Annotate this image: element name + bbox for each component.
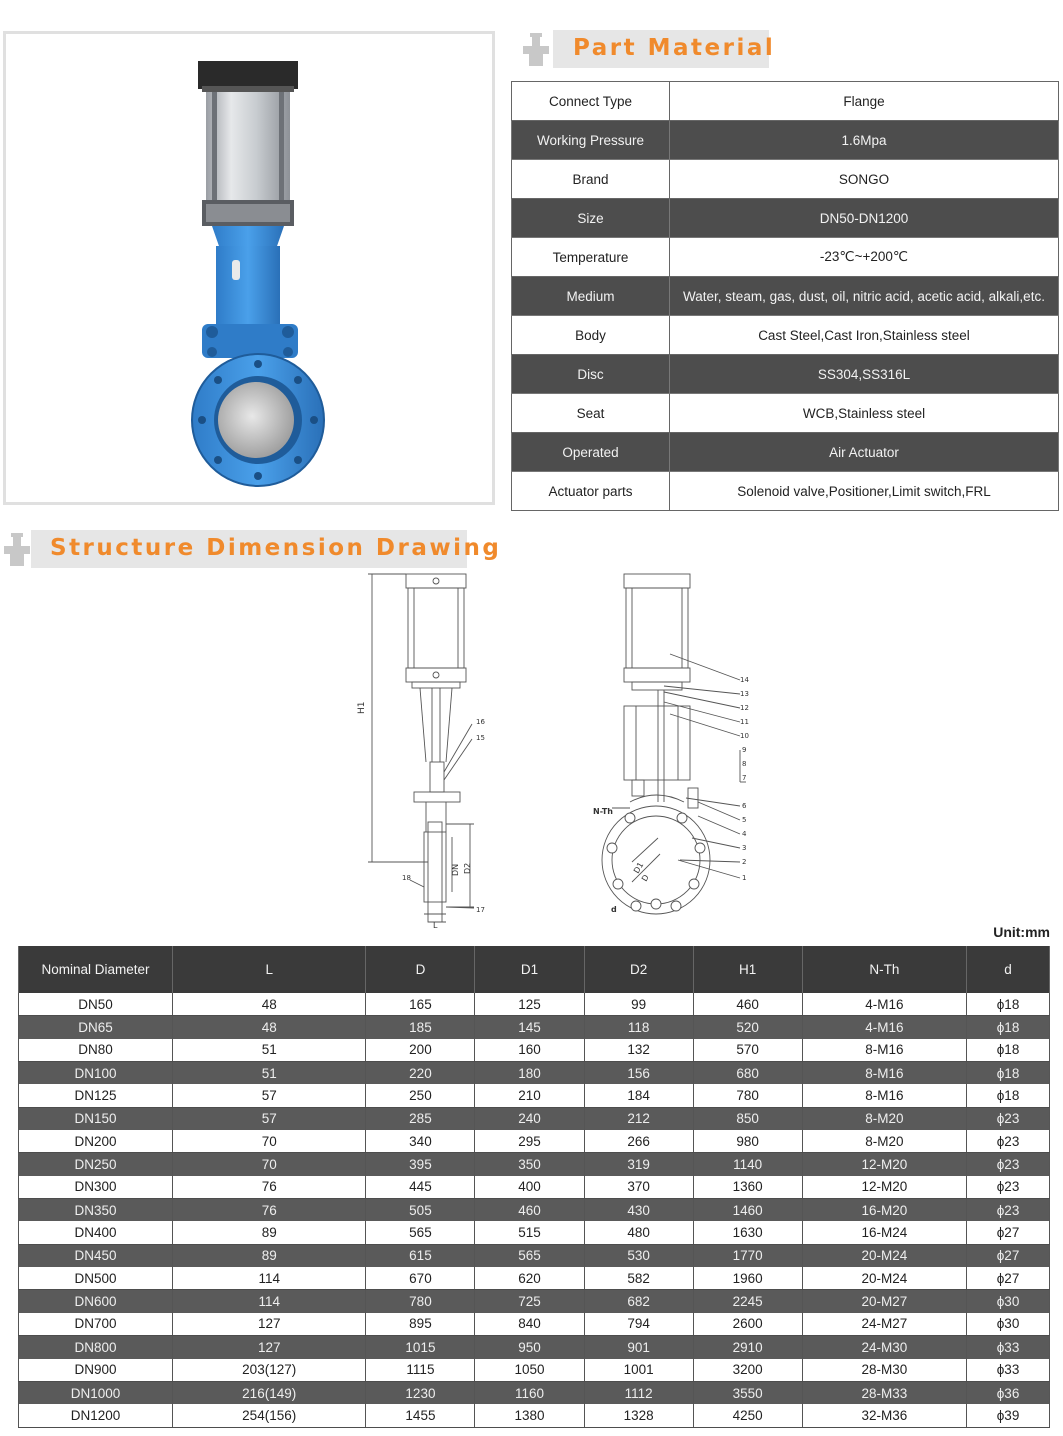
table-cell: 8-M20: [802, 1107, 966, 1130]
table-cell: 840: [475, 1313, 584, 1336]
table-cell: 1001: [584, 1359, 693, 1382]
table-cell: 89: [173, 1221, 366, 1244]
table-cell: 12-M20: [802, 1153, 966, 1176]
table-cell: 1050: [475, 1359, 584, 1382]
table-row: [19, 1016, 1050, 1039]
table-cell: 565: [475, 1244, 584, 1267]
table-cell: DN80: [19, 1039, 173, 1062]
table-row: [19, 1084, 1050, 1107]
table-row: [19, 993, 1050, 1016]
table-cell: 725: [475, 1290, 584, 1313]
table-row: [19, 1107, 1050, 1130]
spec-label: Disc: [512, 355, 670, 394]
spec-value: 1.6Mpa: [670, 121, 1059, 160]
spec-label: Medium: [512, 277, 670, 316]
table-cell: ϕ33: [967, 1359, 1050, 1382]
table-cell: DN150: [19, 1107, 173, 1130]
table-cell: 20-M24: [802, 1267, 966, 1290]
table-cell: ϕ30: [967, 1313, 1050, 1336]
spec-value: DN50-DN1200: [670, 199, 1059, 238]
table-row: [19, 1359, 1050, 1382]
table-cell: ϕ36: [967, 1381, 1050, 1404]
table-cell: 1140: [693, 1153, 802, 1176]
part-11-label: 11: [740, 718, 749, 726]
table-cell: 185: [366, 1016, 475, 1039]
table-cell: DN50: [19, 993, 173, 1016]
table-cell: 1230: [366, 1381, 475, 1404]
table-row: [19, 1404, 1050, 1427]
table-cell: DN800: [19, 1336, 173, 1359]
table-cell: 1112: [584, 1381, 693, 1404]
table-cell: 24-M30: [802, 1336, 966, 1359]
table-cell: 20-M24: [802, 1244, 966, 1267]
spec-label: Temperature: [512, 238, 670, 277]
table-cell: 118: [584, 1016, 693, 1039]
table-row: [19, 1313, 1050, 1336]
table-cell: 184: [584, 1084, 693, 1107]
spec-value: Flange: [670, 82, 1059, 121]
d2-label: D2: [463, 862, 472, 874]
spec-row: [512, 238, 1059, 277]
table-cell: 1328: [584, 1404, 693, 1427]
table-cell: DN65: [19, 1016, 173, 1039]
spec-label: Seat: [512, 394, 670, 433]
table-cell: ϕ23: [967, 1153, 1050, 1176]
table-cell: 3550: [693, 1381, 802, 1404]
table-cell: 32-M36: [802, 1404, 966, 1427]
h1-label: H1: [357, 701, 367, 714]
spec-row: [512, 433, 1059, 472]
spec-row: [512, 82, 1059, 121]
table-row: [19, 1244, 1050, 1267]
table-row: [19, 1176, 1050, 1199]
spec-label: Operated: [512, 433, 670, 472]
table-row: [19, 1130, 1050, 1153]
spec-row: [512, 472, 1059, 511]
table-cell: 295: [475, 1130, 584, 1153]
table-cell: 1360: [693, 1176, 802, 1199]
table-cell: 505: [366, 1199, 475, 1222]
part-17-label: 17: [476, 906, 485, 914]
table-cell: 3200: [693, 1359, 802, 1382]
column-header: D2: [584, 946, 693, 993]
table-cell: DN350: [19, 1199, 173, 1222]
spec-row: [512, 121, 1059, 160]
table-cell: 57: [173, 1107, 366, 1130]
table-cell: 16-M20: [802, 1199, 966, 1222]
table-row: [19, 1062, 1050, 1085]
table-cell: DN100: [19, 1062, 173, 1085]
table-cell: 350: [475, 1153, 584, 1176]
table-cell: 565: [366, 1221, 475, 1244]
table-cell: ϕ27: [967, 1221, 1050, 1244]
column-header: N-Th: [802, 946, 966, 993]
table-cell: 70: [173, 1130, 366, 1153]
table-row: [19, 1336, 1050, 1359]
table-cell: 1380: [475, 1404, 584, 1427]
table-cell: DN300: [19, 1176, 173, 1199]
table-cell: DN700: [19, 1313, 173, 1336]
table-cell: 901: [584, 1336, 693, 1359]
table-cell: DN450: [19, 1244, 173, 1267]
table-cell: 1770: [693, 1244, 802, 1267]
spec-row: [512, 355, 1059, 394]
table-cell: 20-M27: [802, 1290, 966, 1313]
column-header: d: [967, 946, 1050, 993]
table-cell: 1960: [693, 1267, 802, 1290]
spec-label: Brand: [512, 160, 670, 199]
table-cell: 4-M16: [802, 993, 966, 1016]
table-cell: 127: [173, 1336, 366, 1359]
table-cell: ϕ30: [967, 1290, 1050, 1313]
table-cell: 950: [475, 1336, 584, 1359]
part-10-label: 10: [740, 732, 749, 740]
part-7-label: 7: [742, 774, 747, 782]
table-cell: ϕ18: [967, 1016, 1050, 1039]
column-header: Nominal Diameter: [19, 946, 173, 993]
table-cell: ϕ18: [967, 1062, 1050, 1085]
table-cell: 216(149): [173, 1381, 366, 1404]
table-row: [19, 1221, 1050, 1244]
table-cell: 370: [584, 1176, 693, 1199]
part-4-label: 4: [742, 830, 747, 838]
table-cell: 156: [584, 1062, 693, 1085]
table-cell: ϕ23: [967, 1130, 1050, 1153]
table-cell: ϕ18: [967, 1039, 1050, 1062]
table-cell: 250: [366, 1084, 475, 1107]
table-cell: 254(156): [173, 1404, 366, 1427]
column-header: H1: [693, 946, 802, 993]
spec-value: -23℃~+200℃: [670, 238, 1059, 277]
table-cell: 203(127): [173, 1359, 366, 1382]
table-cell: 582: [584, 1267, 693, 1290]
table-row: [19, 1153, 1050, 1176]
table-cell: 895: [366, 1313, 475, 1336]
part-1-label: 1: [742, 874, 747, 882]
table-cell: 520: [693, 1016, 802, 1039]
table-cell: 212: [584, 1107, 693, 1130]
table-cell: 780: [366, 1290, 475, 1313]
table-cell: 145: [475, 1016, 584, 1039]
part-13-label: 13: [740, 690, 749, 698]
table-cell: ϕ33: [967, 1336, 1050, 1359]
table-cell: 180: [475, 1062, 584, 1085]
table-cell: 28-M30: [802, 1359, 966, 1382]
table-cell: ϕ23: [967, 1176, 1050, 1199]
table-cell: ϕ18: [967, 993, 1050, 1016]
column-header: D: [366, 946, 475, 993]
part-material-table: [511, 81, 1059, 511]
small-d-label: d: [611, 905, 617, 914]
spec-value: SONGO: [670, 160, 1059, 199]
spec-label: Size: [512, 199, 670, 238]
spec-value: WCB,Stainless steel: [670, 394, 1059, 433]
part-6-label: 6: [742, 802, 747, 810]
table-cell: DN125: [19, 1084, 173, 1107]
table-cell: ϕ27: [967, 1267, 1050, 1290]
table-cell: 460: [693, 993, 802, 1016]
spec-row: [512, 394, 1059, 433]
table-cell: 89: [173, 1244, 366, 1267]
table-cell: 615: [366, 1244, 475, 1267]
table-cell: 28-M33: [802, 1381, 966, 1404]
spec-row: [512, 277, 1059, 316]
table-cell: 1455: [366, 1404, 475, 1427]
table-cell: 24-M27: [802, 1313, 966, 1336]
table-cell: 8-M20: [802, 1130, 966, 1153]
table-cell: 76: [173, 1199, 366, 1222]
table-cell: 51: [173, 1039, 366, 1062]
table-cell: DN500: [19, 1267, 173, 1290]
table-cell: 850: [693, 1107, 802, 1130]
valve-icon: [521, 32, 551, 68]
table-cell: 12-M20: [802, 1176, 966, 1199]
table-cell: 16-M24: [802, 1221, 966, 1244]
table-cell: 400: [475, 1176, 584, 1199]
table-cell: 319: [584, 1153, 693, 1176]
table-cell: DN250: [19, 1153, 173, 1176]
table-cell: DN1200: [19, 1404, 173, 1427]
column-header: L: [173, 946, 366, 993]
part-16-label: 16: [476, 718, 485, 726]
table-cell: 670: [366, 1267, 475, 1290]
table-cell: 165: [366, 993, 475, 1016]
table-cell: ϕ18: [967, 1084, 1050, 1107]
spec-row: [512, 199, 1059, 238]
table-cell: 114: [173, 1267, 366, 1290]
table-cell: 70: [173, 1153, 366, 1176]
table-cell: 570: [693, 1039, 802, 1062]
nth-label: N-Th: [593, 807, 613, 816]
table-cell: 2245: [693, 1290, 802, 1313]
spec-label: Actuator parts: [512, 472, 670, 511]
table-cell: ϕ39: [967, 1404, 1050, 1427]
table-cell: 285: [366, 1107, 475, 1130]
part-2-label: 2: [742, 858, 747, 866]
table-cell: 2910: [693, 1336, 802, 1359]
part-material-header: [521, 30, 776, 68]
table-cell: DN1000: [19, 1381, 173, 1404]
spec-label: Body: [512, 316, 670, 355]
table-cell: 220: [366, 1062, 475, 1085]
table-cell: 48: [173, 1016, 366, 1039]
table-cell: 1460: [693, 1199, 802, 1222]
table-cell: 530: [584, 1244, 693, 1267]
table-cell: 780: [693, 1084, 802, 1107]
table-cell: 4250: [693, 1404, 802, 1427]
product-photo: [3, 31, 495, 505]
l-label: L: [433, 921, 438, 930]
table-row: [19, 1039, 1050, 1062]
table-cell: 1115: [366, 1359, 475, 1382]
table-cell: 4-M16: [802, 1016, 966, 1039]
spec-value: Water, steam, gas, dust, oil, nitric acid, acetic acid, alkali,etc.: [670, 277, 1059, 316]
table-cell: 266: [584, 1130, 693, 1153]
table-cell: 794: [584, 1313, 693, 1336]
table-cell: 125: [475, 993, 584, 1016]
unit-label: Unit:mm: [993, 924, 1050, 940]
part-15-label: 15: [476, 734, 485, 742]
table-cell: 460: [475, 1199, 584, 1222]
table-cell: 48: [173, 993, 366, 1016]
spec-value: Solenoid valve,Positioner,Limit switch,FRL: [670, 472, 1059, 511]
part-18-label: 18: [402, 874, 411, 882]
spec-value: Air Actuator: [670, 433, 1059, 472]
table-row: [19, 1381, 1050, 1404]
table-cell: DN400: [19, 1221, 173, 1244]
table-cell: 240: [475, 1107, 584, 1130]
table-cell: DN900: [19, 1359, 173, 1382]
table-cell: ϕ23: [967, 1199, 1050, 1222]
d1-label: D1: [631, 860, 646, 875]
structure-drawing-title: Structure Dimension Drawing: [50, 535, 502, 561]
table-cell: ϕ23: [967, 1107, 1050, 1130]
spec-label: Connect Type: [512, 82, 670, 121]
table-cell: 210: [475, 1084, 584, 1107]
table-cell: 132: [584, 1039, 693, 1062]
table-cell: 8-M16: [802, 1084, 966, 1107]
d-label: D: [639, 873, 651, 883]
table-cell: 127: [173, 1313, 366, 1336]
table-cell: 620: [475, 1267, 584, 1290]
table-cell: 114: [173, 1290, 366, 1313]
part-12-label: 12: [740, 704, 749, 712]
dimension-table: [18, 946, 1050, 1428]
table-cell: ϕ27: [967, 1244, 1050, 1267]
table-cell: 99: [584, 993, 693, 1016]
knife-gate-valve-image: [6, 34, 492, 502]
table-cell: 51: [173, 1062, 366, 1085]
table-cell: 980: [693, 1130, 802, 1153]
table-cell: 2600: [693, 1313, 802, 1336]
spec-row: [512, 160, 1059, 199]
spec-value: SS304,SS316L: [670, 355, 1059, 394]
valve-icon: [2, 532, 32, 568]
table-cell: 515: [475, 1221, 584, 1244]
table-cell: DN200: [19, 1130, 173, 1153]
table-cell: 1630: [693, 1221, 802, 1244]
spec-label: Working Pressure: [512, 121, 670, 160]
table-row: [19, 1290, 1050, 1313]
part-5-label: 5: [742, 816, 747, 824]
table-cell: 1160: [475, 1381, 584, 1404]
table-cell: 1015: [366, 1336, 475, 1359]
table-cell: 57: [173, 1084, 366, 1107]
table-cell: 8-M16: [802, 1039, 966, 1062]
dn-label: DN: [451, 863, 460, 876]
table-cell: 682: [584, 1290, 693, 1313]
table-row: [19, 1199, 1050, 1222]
part-9-label: 9: [742, 746, 747, 754]
part-material-title: Part Material: [573, 35, 776, 61]
table-cell: 680: [693, 1062, 802, 1085]
table-cell: DN600: [19, 1290, 173, 1313]
column-header: D1: [475, 946, 584, 993]
structure-dimension-drawing: [340, 562, 760, 930]
table-cell: 430: [584, 1199, 693, 1222]
table-cell: 480: [584, 1221, 693, 1244]
part-3-label: 3: [742, 844, 747, 852]
table-cell: 395: [366, 1153, 475, 1176]
spec-row: [512, 316, 1059, 355]
table-cell: 8-M16: [802, 1062, 966, 1085]
table-cell: 76: [173, 1176, 366, 1199]
table-cell: 160: [475, 1039, 584, 1062]
table-cell: 340: [366, 1130, 475, 1153]
part-14-label: 14: [740, 676, 749, 684]
table-cell: 200: [366, 1039, 475, 1062]
spec-value: Cast Steel,Cast Iron,Stainless steel: [670, 316, 1059, 355]
part-8-label: 8: [742, 760, 747, 768]
table-cell: 445: [366, 1176, 475, 1199]
table-row: [19, 1267, 1050, 1290]
